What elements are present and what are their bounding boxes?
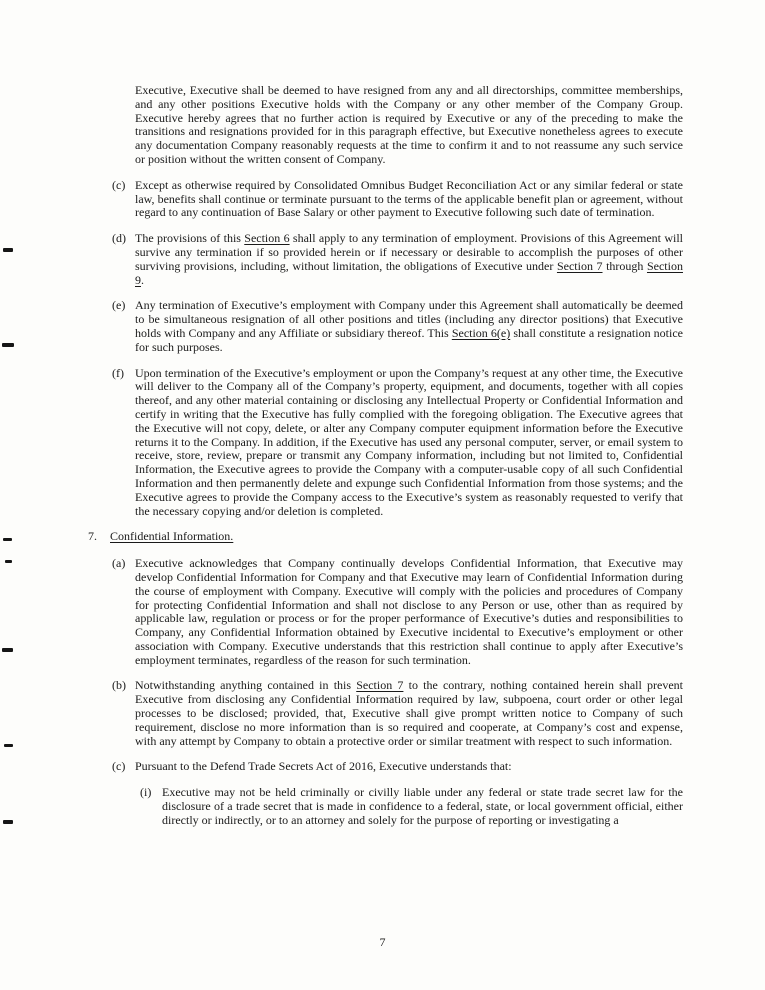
list-item-a xyxy=(112,557,683,667)
page-content xyxy=(88,84,683,840)
list-marker-f: (f) xyxy=(112,365,124,380)
scan-artifact xyxy=(2,648,13,652)
section-title: Confidential Information. xyxy=(110,529,234,544)
list-item-c xyxy=(112,179,683,220)
scan-artifact xyxy=(3,820,13,824)
paragraph-dtsa: Pursuant to the Defend Trade Secrets Act of 2016, Executive understands that: xyxy=(135,759,512,774)
list-marker-d: (d) xyxy=(112,231,126,246)
section-heading-7 xyxy=(88,530,683,544)
scan-artifact xyxy=(3,248,13,252)
list-item-d xyxy=(112,232,683,287)
page-number: 7 xyxy=(379,935,386,950)
paragraph-confidential-info: Executive acknowledges that Company continually develops Confidential Information, that Executive may develop Confidential Information for Company and that Executive may learn of Confidential Information during the course of employment with Company. Executive will comply with the policies and procedures of Company for protecting Confidential Information and shall not disclose to any Person or use, other than as required by applicable law, regulation or process or for the proper performance of Executive’s duties and responsibilities to Company, any Confidential Information obtained by Executive incidental to Executive’s employment or other association with Company. Executive understands that this restriction shall continue to apply after Executive’s employment terminates, regardless of the reason for such termination. xyxy=(135,556,683,667)
paragraph-resignation: Any termination of Executive’s employment with Company under this Agreement shall automatically be deemed to be simultaneous resignation of all other positions and titles (including any director positions) that Executive holds with Company and any Affiliate or subsidiary thereof. This Section 6(e) shall constitute a resignation notice for such purposes. xyxy=(135,298,684,354)
paragraph-immunity: Executive may not be held criminally or civilly liable under any federal or state trade secret law for the disclosure of a trade secret that is made in confidence to a federal, state, or local government official, either directly or indirectly, or to an attorney and solely for the purpose of reporting or investigating a xyxy=(162,785,683,827)
paragraph-survival: The provisions of this Section 6 shall apply to any termination of employment. Provisions of this Agreement will survive any termination if so provided herein or if necessary or desirable to accomplish the purposes of other surviving provisions, including, without limitation, the obligations of Executive under Section 7 through Section 9. xyxy=(135,231,683,287)
list-marker-i: (i) xyxy=(140,785,152,800)
scan-artifact xyxy=(2,343,14,347)
section-number: 7. xyxy=(88,529,97,544)
list-marker-a: (a) xyxy=(112,556,126,571)
list-marker-b: (b) xyxy=(112,678,126,693)
scan-artifact xyxy=(4,744,13,747)
list-item-e xyxy=(112,299,683,354)
paragraph-continuation: Executive, Executive shall be deemed to have resigned from any and all directorships, committee memberships, and any other positions Executive holds with the Company or any other member of the Company Group. Executive hereby agrees that no further action is required by Executive or any of the preceding to make the transitions and resignations provided for in this paragraph effective, but Executive nonetheless agrees to execute any documentation Company reasonably requests at the time to confirm it and to not reassume any such service or position without the written consent of Company. xyxy=(135,83,683,166)
list-item-i xyxy=(140,786,683,827)
scan-artifact xyxy=(3,538,12,541)
list-item-b xyxy=(112,679,683,748)
list-marker-c: (c) xyxy=(112,177,126,192)
list-marker-c2: (c) xyxy=(112,759,126,774)
paragraph-disclosure-exception: Notwithstanding anything contained in this Section 7 to the contrary, nothing contained herein shall prevent Executive from disclosing any Confidential Information required by law, subpoena, court order or other legal processes to be disclosed; provided, that, Executive shall give prompt written notice to Company of such requirement, disclose no more information than is so required and cooperate, at Company’s cost and expense, with any attempt by Company to obtain a protective order or similar treatment with respect to such information. xyxy=(135,678,684,748)
paragraph-benefits: Except as otherwise required by Consolidated Omnibus Budget Reconciliation Act or any similar federal or state law, benefits shall continue or terminate pursuant to the terms of the applicable benefit plan or agreement, without regard to any continuation of Base Salary or other payment to Executive following such date of termination. xyxy=(135,177,683,220)
list-item-f xyxy=(112,367,683,519)
scan-artifact xyxy=(5,560,12,563)
list-marker-e: (e) xyxy=(112,298,126,313)
paragraph-property-return: Upon termination of the Executive’s employment or upon the Company’s request at any other time, the Executive will deliver to the Company all of the Company’s property, equipment, and documents, together with all copies thereof, and any other material containing or disclosing any Intellectual Property or Confidential Information and certify in writing that the Executive has fully complied with the foregoing obligation. The Executive agrees that the Executive will not copy, delete, or alter any Company computer equipment information before the Executive returns it to the Company. In addition, if the Executive has used any personal computer, server, or email system to receive, store, review, prepare or transmit any Company information, including but not limited to, Confidential Information, the Executive agrees to provide the Company with a computer-usable copy of all such Confidential Information and then permanently delete and expunge such Confidential Information from those systems; and the Executive agrees to provide the Company access to the Executive’s system as reasonably requested to verify that the necessary copying and/or deletion is completed. xyxy=(135,365,683,518)
list-item-c2 xyxy=(112,760,683,774)
